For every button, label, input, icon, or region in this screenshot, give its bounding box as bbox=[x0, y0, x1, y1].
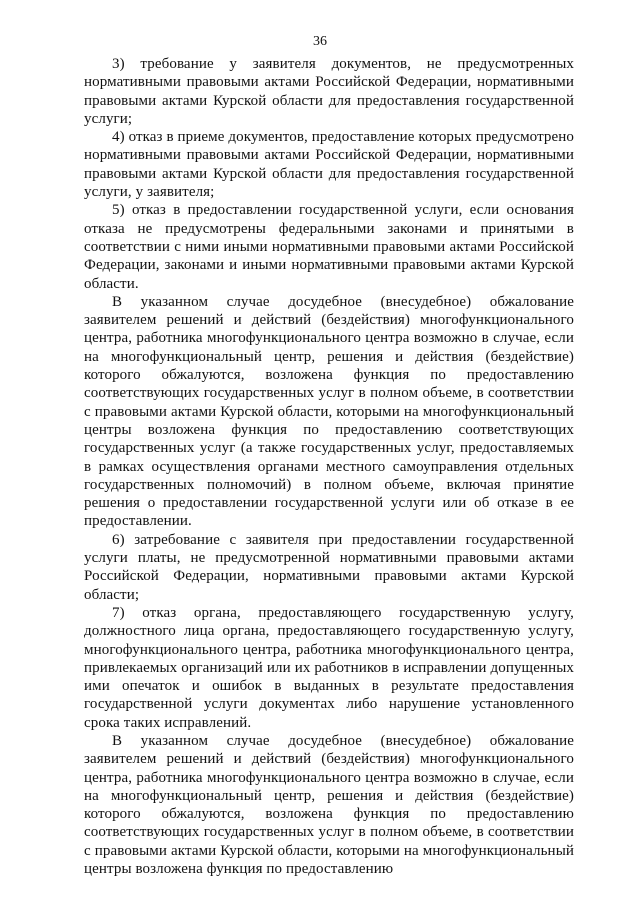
paragraph-item-7: 7) отказ органа, предоставляющего государственную услугу, должностного лица органа, предоставляющего государственную услугу, многофункционального центра, работника многофункционального центра, привлекаемых организаций или их работников в исправлении допущенных ими опечаток и ошибок в выданных в результате предоставления государственной услуги документах либо нарушение установленного срока таких исправлений. bbox=[84, 604, 574, 731]
document-body bbox=[84, 55, 574, 878]
paragraph-item-4: 4) отказ в приеме документов, предоставление которых предусмотрено нормативными правовыми актами Российской Федерации, нормативными правовыми актами Курской области для предоставления государственной услуги, у заявителя; bbox=[84, 129, 574, 201]
paragraph-item-5: 5) отказ в предоставлении государственной услуги, если основания отказа не предусмотрены федеральными законами и принятыми в соответствии с ними иными нормативными правовыми актами Российской Федерации, законами и иными нормативными правовыми актами Курской области. bbox=[84, 202, 574, 292]
paragraph-item-3: 3) требование у заявителя документов, не предусмотренных нормативными правовыми актами Российской Федерации, нормативными правовыми актами Курской области для предоставления государственной услуги; bbox=[84, 56, 574, 127]
page-number: 36 bbox=[313, 34, 327, 49]
paragraph-mfc-appeal-2: В указанном случае досудебное (внесудебное) обжалование заявителем решений и действий (бездействия) многофункционального центра, работника многофункционального центра возможно в случае, если на многофункциональный центр, решения и действия (бездействие) которого обжалуются, возложена функция по предоставлению соответствующих государственных услуг в полном объеме, в соответствии с правовыми актами Курской области, которыми на многофункциональный центры возложена функция по предоставлению bbox=[84, 732, 574, 878]
paragraph-item-6: 6) затребование с заявителя при предоставлении государственной услуги платы, не предусмотренной нормативными правовыми актами Российской Федерации, нормативными правовыми актами Курской области; bbox=[84, 531, 574, 603]
paragraph-mfc-appeal-1: В указанном случае досудебное (внесудебное) обжалование заявителем решений и действий (бездействия) многофункционального центра, работника многофункционального центра возможно в случае, если на многофункциональный центр, решения и действия (бездействие) которого обжалуются, возложена функция по предоставлению соответствующих государственных услуг в полном объеме, в соответствии с правовыми актами Курской области, которыми на многофункциональный центры возложена функция по предоставлению соответствующих государственных услуг (а также государственных услуг, предоставляемых в рамках осуществления органами местного самоуправления отдельных государственных полномочий) в полном объеме, включая принятие решения о предоставлении государственной услуги или об отказе в ее предоставлении. bbox=[84, 293, 574, 530]
